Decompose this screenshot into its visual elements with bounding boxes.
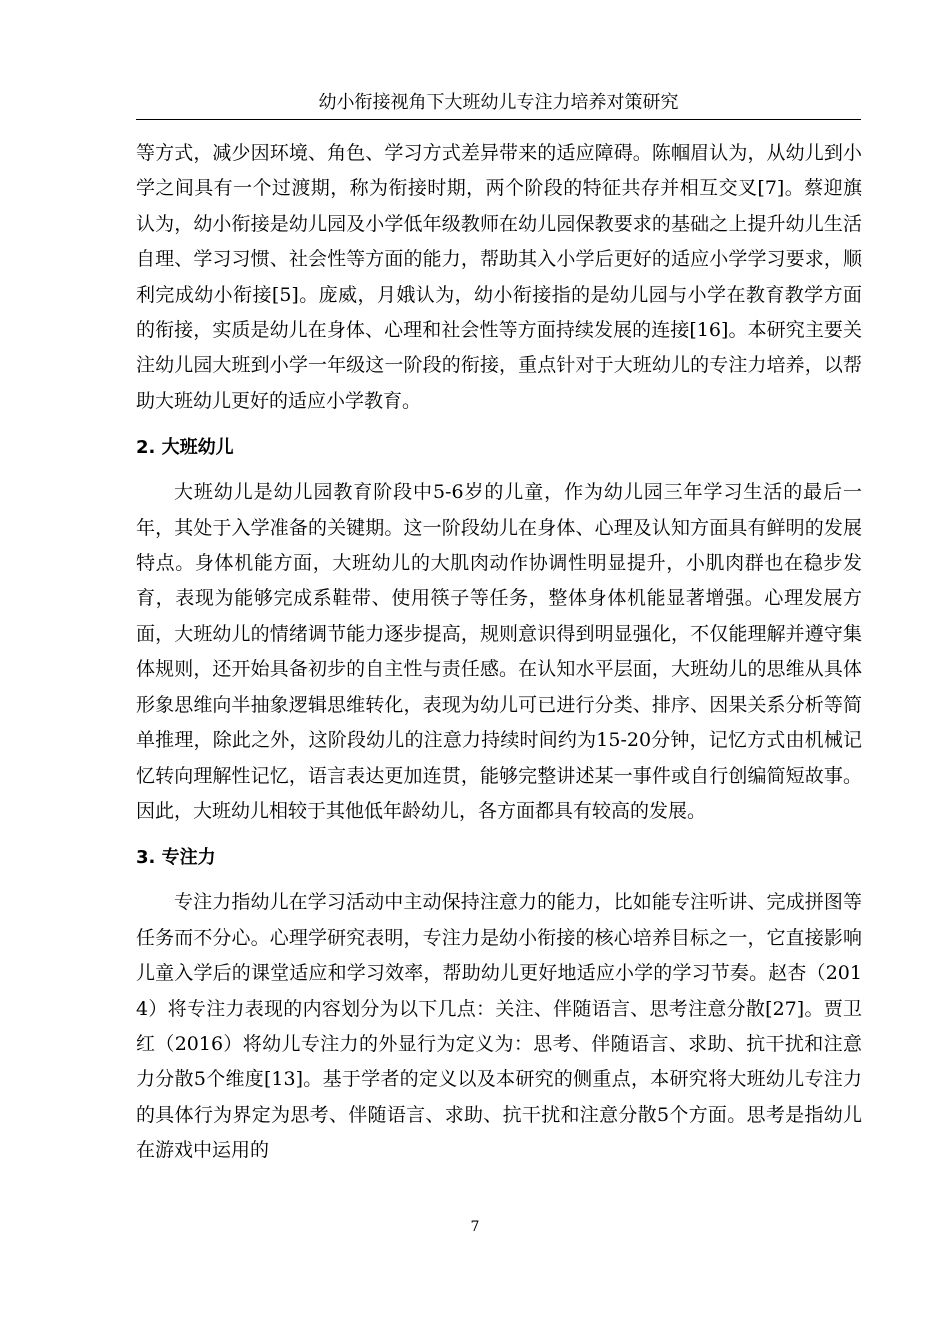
section-2-paragraph: 大班幼儿是幼儿园教育阶段中5-6岁的儿童，作为幼儿园三年学习生活的最后一年，其处于入学准备的关键期。这一阶段幼儿在身体、心理及认知方面具有鲜明的发展特点。身体机能方面，大班幼儿的大肌肉动作协调性明显提升，小肌肉群也在稳步发育，表现为能够完成系鞋带、使用筷子等任务，整体身体机能显著增强。心理发展方面，大班幼儿的情绪调节能力逐步提高，规则意识得到明显强化，不仅能理解并遵守集体规则，还开始具备初步的自主性与责任感。在认知水平层面，大班幼儿的思维从具体形象思维向半抽象逻辑思维转化，表现为幼儿可已进行分类、排序、因果关系分析等简单推理，除此之外，这阶段幼儿的注意力持续时间约为15-20分钟，记忆方式由机械记忆转向理解性记忆，语言表达更加连贯，能够完整讲述某一事件或自行创编简短故事。因此，大班幼儿相较于其他低年龄幼儿，各方面都具有较高的发展。 <box>136 481 862 822</box>
page-number: 7 <box>470 1219 480 1235</box>
section-3-paragraph: 专注力指幼儿在学习活动中主动保持注意力的能力，比如能专注听讲、完成拼图等任务而不分心。心理学研究表明，专注力是幼小衔接的核心培养目标之一，它直接影响儿童入学后的课堂适应和学习效率，帮助幼儿更好地适应小学的学习节奏。赵杏（2014）将专注力表现的内容划分为以下几点：关注、伴随语言、思考注意分散[27]。贾卫红（2016）将幼儿专注力的外显行为定义为：思考、伴随语言、求助、抗干扰和注意力分散5个维度[13]。基于学者的定义以及本研究的侧重点，本研究将大班幼儿专注力的具体行为界定为思考、伴随语言、求助、抗干扰和注意分散5个方面。思考是指幼儿在游戏中运用的 <box>136 891 862 1162</box>
running-header-title: 幼小衔接视角下大班幼儿专注力培养对策研究 <box>318 92 679 113</box>
section-heading-3: 3. 专注力 <box>136 847 216 869</box>
section-heading-2: 2. 大班幼儿 <box>136 437 234 459</box>
intro-paragraph: 等方式，减少因环境、角色、学习方式差异带来的适应障碍。陈帼眉认为，从幼儿到小学之间具有一个过渡期，称为衔接时期，两个阶段的特征共存并相互交叉[7]。蔡迎旗认为，幼小衔接是幼儿园及小学低年级教师在幼儿园保教要求的基础之上提升幼儿生活自理、学习习惯、社会性等方面的能力，帮助其入小学后更好的适应小学学习要求，顺利完成幼小衔接[5]。庞威，月娥认为，幼小衔接指的是幼儿园与小学在教育教学方面的衔接，实质是幼儿在身体、心理和社会性等方面持续发展的连接[16]。本研究主要关注幼儿园大班到小学一年级这一阶段的衔接，重点针对于大班幼儿的专注力培养，以帮助大班幼儿更好的适应小学教育。 <box>136 142 862 412</box>
running-header <box>136 88 861 120</box>
page-body <box>136 136 862 1169</box>
